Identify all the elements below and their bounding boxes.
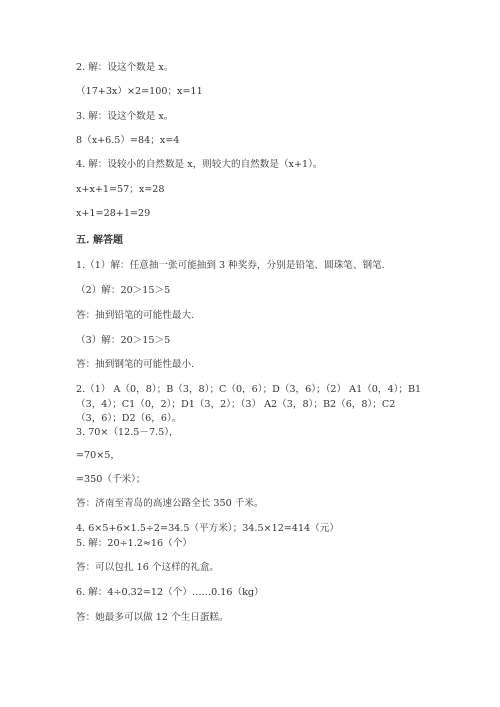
line-p1-2-answer: 答：抽到铅笔的可能性最大. xyxy=(76,310,195,321)
line-p1-3-answer: 答：抽到钢笔的可能性最小. xyxy=(76,359,195,370)
line-q4-answer: x+1=28+1=29 xyxy=(76,208,151,219)
line-q2-intro: 2. 解：设这个数是 x。 xyxy=(76,62,174,73)
line-p3-step1: =70×5， xyxy=(76,450,120,461)
line-p2-c: （3，6）；D2（6，6）。 xyxy=(76,413,182,424)
line-p2-a: 2.（1） A（0，8）；B（3，8）；C（0，6）；D（3，6）；（2） A1（0，4）；B1 xyxy=(76,384,422,395)
line-p5-answer: 答：可以包扎 16 个这样的礼盒。 xyxy=(76,562,220,573)
line-q3-equation: 8（x+6.5）=84；x=4 xyxy=(76,135,180,146)
line-p4: 4. 6×5+6×1.5÷2=34.5（平方米）；34.5×12=414（元） xyxy=(76,523,339,534)
line-p1-2: （2）解：20＞15＞5 xyxy=(76,285,171,296)
line-p1-3: （3）解：20＞15＞5 xyxy=(76,335,171,346)
line-p2-b: （3，4）；C1（0，2）；D1（3，2）；（3） A2（3，8）；B2（6，8）；C2 xyxy=(76,399,396,410)
line-p3-step2: =350（千米）； xyxy=(76,474,146,485)
line-p3-equation: 3. 70×（12.5－7.5）， xyxy=(76,427,179,438)
line-p6: 6. 解：4÷0.32=12（个）……0.16（kg） xyxy=(76,587,264,598)
line-q4-intro: 4. 解：设较小的自然数是 x，则较大的自然数是（x+1）。 xyxy=(76,159,323,170)
section-heading: 五. 解答题 xyxy=(76,235,123,246)
line-q2-equation: （17+3x）×2=100；x=11 xyxy=(76,86,203,97)
line-p3-answer: 答：济南至青岛的高速公路全长 350 千米。 xyxy=(76,498,264,509)
line-p5: 5. 解：20÷1.2≈16（个） xyxy=(76,538,192,549)
line-p6-answer: 答：她最多可以做 12 个生日蛋糕。 xyxy=(76,612,229,623)
line-q4-equation: x+x+1=57；x=28 xyxy=(76,184,165,195)
line-q3-intro: 3. 解：设这个数是 x。 xyxy=(76,111,174,122)
line-p1-1: 1.（1）解：任意抽一张可能抽到 3 种奖券，分别是铅笔、圆珠笔、钢笔. xyxy=(76,260,385,271)
